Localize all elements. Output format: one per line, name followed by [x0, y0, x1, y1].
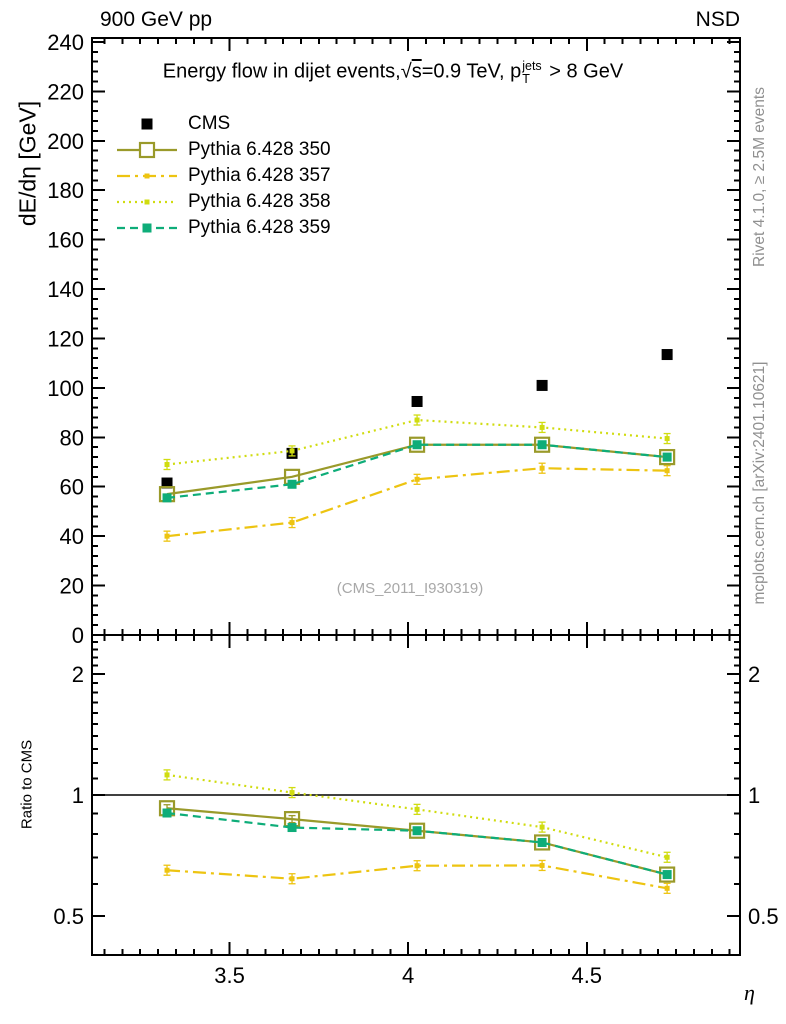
y-tick-label-ratio-left: 0.5: [53, 904, 84, 930]
pythia-350-line-icon: [116, 140, 178, 160]
y-tick-label-main: 60: [59, 474, 84, 500]
x-axis-title: η: [744, 980, 755, 1005]
pt-jets-stack: [522, 60, 541, 86]
x-tick-label: 4.5: [571, 963, 603, 988]
y-tick-label-ratio-right: 0.5: [748, 904, 779, 930]
legend-label: CMS: [188, 113, 231, 134]
y-tick-label-ratio-right: 2: [748, 661, 761, 687]
beam-label: 900 GeV pp: [100, 8, 213, 31]
pt-subscript: T: [522, 72, 530, 87]
y-tick-label-main: 0: [71, 623, 84, 648]
sqrt-icon: √: [400, 60, 412, 83]
plot-title: [0, 60, 786, 86]
legend-item-pythia-358: [116, 189, 331, 215]
title-text-3: > 8 GeV: [549, 60, 624, 83]
y-tick-label-main: 200: [47, 128, 84, 154]
y-axis-title-main: dE/dη [GeV]: [14, 100, 41, 227]
y-tick-label-main: 160: [47, 227, 84, 253]
legend-label: Pythia 6.428 350: [188, 139, 331, 160]
title-text-2: =0.9 TeV, p: [421, 60, 522, 83]
legend-item-pythia-359: [116, 215, 331, 241]
legend-item-pythia-357: [116, 163, 331, 189]
legend-item-pythia-350: [116, 137, 331, 163]
rivet-version-note: Rivet 4.1.0, ≥ 2.5M events: [751, 87, 768, 267]
analysis-id-watermark: (CMS_2011_I930319): [336, 580, 484, 597]
y-tick-label-ratio-right: 1: [748, 783, 761, 808]
y-tick-label-main: 40: [59, 524, 84, 550]
y-tick-label-main: 140: [47, 277, 84, 303]
cms-marker-icon: [116, 114, 178, 134]
x-tick-label: 3.5: [214, 963, 245, 988]
y-tick-label-main: 180: [47, 178, 84, 204]
mcplots-arxiv-note: mcplots.cern.ch [arXiv:2401.10621]: [751, 361, 768, 605]
y-tick-label-ratio-left: 1: [71, 783, 84, 808]
legend: [116, 111, 331, 241]
pythia-359-line-icon: [116, 218, 178, 238]
legend-label: Pythia 6.428 357: [188, 165, 331, 186]
legend-item-cms: [116, 111, 331, 137]
y-tick-label-main: 20: [59, 573, 84, 599]
pythia-358-line-icon: [116, 192, 178, 212]
y-axis-title-ratio: Ratio to CMS: [18, 739, 36, 830]
sqrt-argument: s: [411, 60, 422, 83]
x-tick-label: 4: [402, 963, 415, 988]
y-tick-label-main: 80: [59, 425, 84, 451]
legend-label: Pythia 6.428 359: [188, 217, 331, 238]
y-tick-label-main: 220: [47, 79, 84, 105]
y-tick-label-main: 240: [47, 29, 84, 55]
y-tick-label-ratio-left: 2: [71, 661, 84, 687]
title-text: Energy flow in dijet events,: [162, 60, 401, 83]
y-tick-label-main: 100: [47, 375, 84, 401]
y-tick-label-main: 120: [47, 326, 84, 352]
pt-superscript: jets: [522, 59, 542, 73]
legend-label: Pythia 6.428 358: [188, 191, 331, 212]
event-class-label: NSD: [695, 8, 740, 31]
pythia-357-line-icon: [116, 166, 178, 186]
